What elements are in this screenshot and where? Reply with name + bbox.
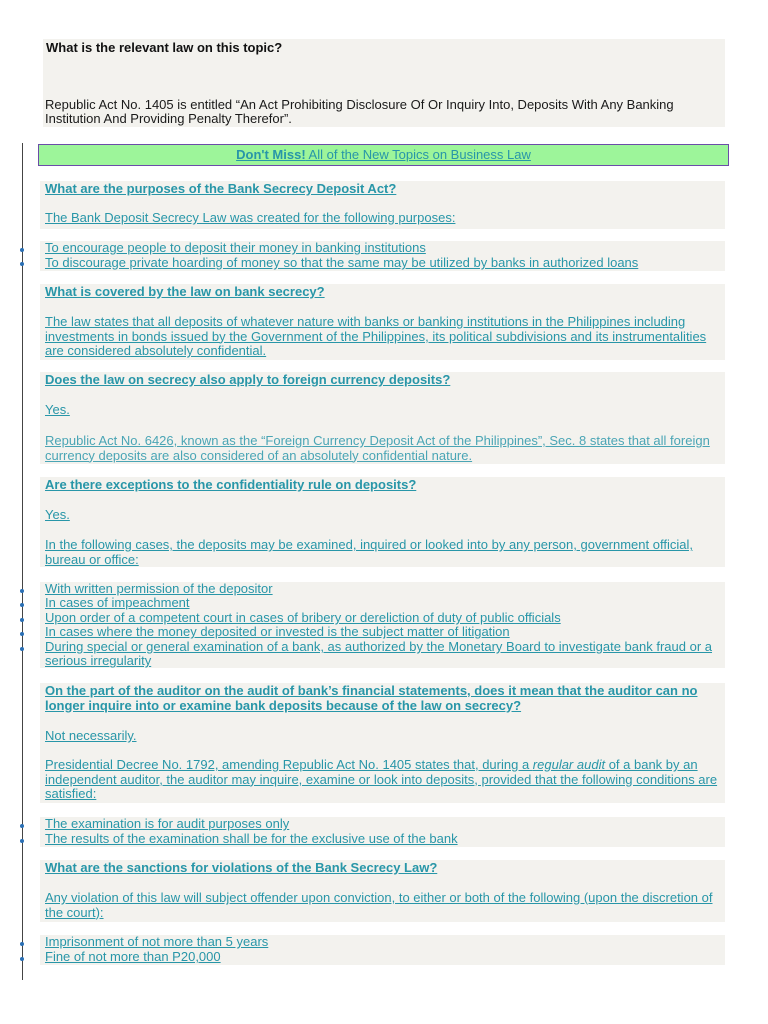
list-item[interactable]: During special or general examination of a bank, as authorized by the Monetary Board to investigate bank fraud or a serious irregularity [45,639,713,669]
bullet-icon [20,647,24,651]
auditor-not-necessarily[interactable]: Not necessarily. [45,728,137,743]
purposes-intro[interactable]: The Bank Deposit Secrecy Law was created for the following purposes: [45,210,456,225]
bullet-icon [20,262,24,266]
bullet-icon [20,603,24,607]
bullet-icon [20,589,24,593]
purposes-question[interactable]: What are the purposes of the Bank Secrecy Deposit Act? [45,181,397,196]
bullet-icon [20,957,24,961]
bullet-icon [20,839,24,843]
auditor-answer-part: of a bank by an independent auditor, the auditor may inquire, examine or look into deposits, provided that the following conditions are satisfied: [45,757,718,802]
auditor-answer[interactable] [45,758,725,802]
exceptions-intro[interactable]: In the following cases, the deposits may be examined, inquired or looked into by any person, government official, bureau or office: [45,537,693,567]
list-item[interactable]: To discourage private hoarding of money so that the same may be utilized by banks in authorized loans [45,255,639,270]
foreign-currency-answer[interactable]: Republic Act No. 6426, known as the “Foreign Currency Deposit Act of the Philippines”, Sec. 8 states that all foreign currency deposits are also considered of an absolutely confidential nature. [45,433,710,463]
bullet-icon [20,942,24,946]
list-item[interactable]: In cases of impeachment [45,595,190,610]
bullet-icon [20,618,24,622]
dont-miss-banner[interactable] [38,144,729,166]
auditor-question[interactable]: On the part of the auditor on the audit of bank’s financial statements, does it mean that the auditor can no longer inquire into or examine bank deposits because of the law on secrecy? [45,683,698,713]
foreign-currency-question[interactable]: Does the law on secrecy also apply to foreign currency deposits? [45,372,451,387]
left-margin-line [22,143,23,980]
sanctions-answer[interactable]: Any violation of this law will subject offender upon conviction, to either or both of the following (upon the discretion of the court): [45,890,713,920]
list-item[interactable]: The examination is for audit purposes only [45,816,290,831]
coverage-answer[interactable]: The law states that all deposits of whatever nature with banks or banking institutions in the Philippines including investments in bonds issued by the Government of the Philippines, its political subdivisions and its instrumentalities are considered absolutely confidential. [45,314,707,359]
dont-miss-label[interactable]: Don't Miss! [236,147,306,162]
exceptions-question[interactable]: Are there exceptions to the confidentiality rule on deposits? [45,477,417,492]
bullet-icon [20,824,24,828]
list-item[interactable]: Fine of not more than P20,000 [45,949,221,964]
exceptions-yes[interactable]: Yes. [45,507,70,522]
list-item[interactable]: Imprisonment of not more than 5 years [45,934,269,949]
relevant-law-question: What is the relevant law on this topic? [46,40,283,55]
list-item[interactable]: Upon order of a competent court in cases of bribery or dereliction of duty of public officials [45,610,561,625]
list-item[interactable]: With written permission of the depositor [45,581,273,596]
bullet-icon [20,632,24,636]
coverage-question[interactable]: What is covered by the law on bank secrecy? [45,284,325,299]
list-item[interactable]: To encourage people to deposit their money in banking institutions [45,240,426,255]
relevant-law-answer: Republic Act No. 1405 is entitled “An Act Prohibiting Disclosure Of Or Inquiry Into, Deposits With Any Banking Institution And Providing Penalty Therefor”. [45,97,674,126]
auditor-answer-part: Presidential Decree No. 1792, amending Republic Act No. 1405 states that, during a [45,757,533,772]
list-item[interactable]: In cases where the money deposited or invested is the subject matter of litigation [45,624,510,639]
bullet-icon [20,248,24,252]
list-item[interactable]: The results of the examination shall be for the exclusive use of the bank [45,831,458,846]
regular-audit-emphasis: regular audit [532,757,606,772]
dont-miss-link[interactable]: All of the New Topics on Business Law [305,147,531,162]
sanctions-question[interactable]: What are the sanctions for violations of the Bank Secrecy Law? [45,860,438,875]
foreign-currency-yes[interactable]: Yes. [45,402,70,417]
